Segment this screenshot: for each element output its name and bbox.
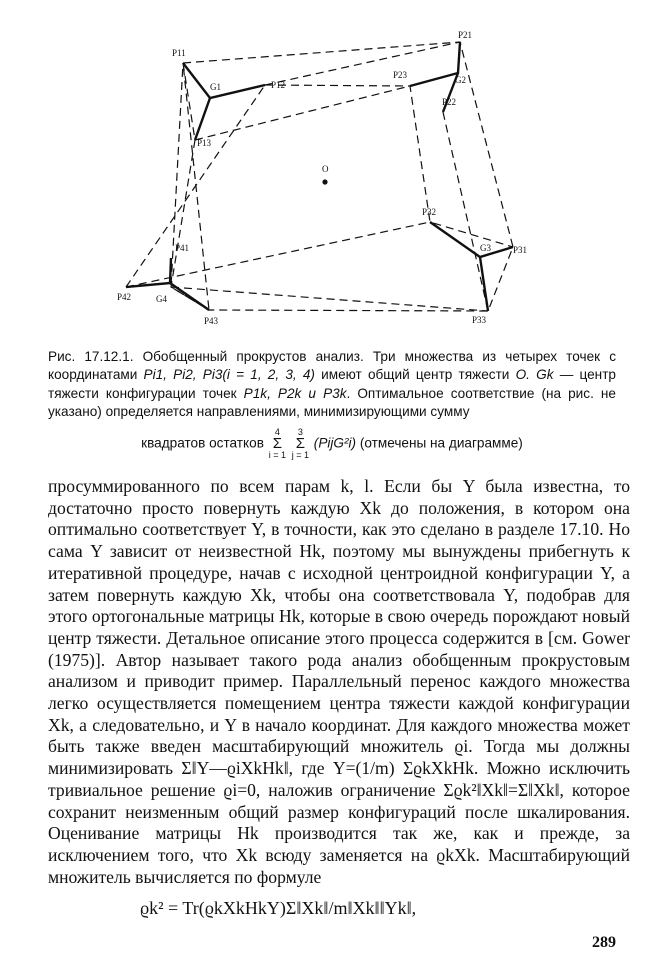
sum-i-bottom: i = 1 — [268, 449, 286, 460]
label-g3: G3 — [480, 243, 491, 253]
caption-coords: Pi1, Pi2, Pi3(i = 1, 2, 3, 4) — [143, 367, 315, 383]
label-g4: G4 — [156, 294, 167, 304]
solid-g1-b — [195, 98, 210, 140]
caption-last-suffix: (отмечены на диаграмме) — [359, 435, 523, 451]
caption-lead: Рис. 17.12.1. Обобщенный прокрустов анализ. Три множества из четырех точек с координатами — [48, 349, 616, 383]
center-point — [322, 179, 327, 184]
solid-g1-a — [183, 63, 265, 98]
sum-j-bottom: j = 1 — [291, 449, 310, 460]
label-g1: G1 — [210, 82, 221, 92]
dashed-link-3 — [126, 222, 430, 287]
caption-points: P1k, P2k и P3k — [243, 385, 347, 401]
caption-formula-line — [48, 428, 616, 460]
sum-i-top: 4 — [274, 426, 280, 437]
procrustes-figure — [100, 18, 560, 336]
page-number: 289 — [592, 934, 616, 951]
label-p21: P21 — [458, 30, 473, 40]
dashed-link-5 — [171, 287, 488, 311]
label-p11: P11 — [172, 48, 186, 58]
caption-rest: — центр тяжести конфигурации точек — [48, 367, 616, 401]
dashed-outline-2 — [265, 85, 513, 247]
solid-g3-b — [480, 257, 488, 311]
dashed-link-4 — [126, 85, 265, 287]
figure-caption — [48, 348, 616, 460]
caption-tail: . Оптимальное соответствие (на рис. не указано) определяется направлениями, минимизирующими сумму — [48, 385, 616, 420]
sigma-icon: Σ — [295, 434, 306, 452]
label-p33: P33 — [472, 315, 487, 325]
sigma-icon: Σ — [272, 434, 282, 452]
label-p41: P41 — [175, 243, 190, 253]
dashed-link-6 — [443, 112, 488, 311]
label-p31: P31 — [513, 245, 528, 255]
dashed-link-1 — [265, 42, 460, 85]
label-p32: P32 — [422, 207, 437, 217]
caption-mid: имеют общий центр тяжести — [314, 367, 516, 383]
body-paragraph: просуммированного по всем парам k, l. Если бы Y была известна, то достаточно просто повернуть каждую Xk до положения, в котором она оптимально соответствует Y, в точности, как это сделано в разделе 17.10. Но сама Y зависит от неизвестной Hk, поэтому мы вынуждены прибегнуть к итеративной процедуре, начав с исходной центроидной конфигурации Y, а затем повернуть каждую Xk, чтобы она соответствовала Y, подобрав для этого ортогональные матрицы Hk, которые в свою очередь порождают новый центр тяжести. Детальное описание этого процесса содержится в [см. Gower (1975)]. Автор называет такого рода анализ обобщенным прокрустовым анализом и приводит пример. Параллельный перенос каждого множества легко осуществляется помещением центра тяжести каждой конфигурации Xk, а следовательно, и Y в начало координат. Для каждого множества может быть также введен масштабирующий множитель ϱi. Тогда мы должны минимизировать Σ‖Y—ϱiXkHk‖, где Y=(1/m) ΣϱkXkHk. Можно исключить тривиальное решение ϱi=0, наложив ограничение Σϱk²‖Xk‖=Σ‖Xk‖, которое сохранит неизменным общий размер конфигураций после шкалирования. Оценивание матрицы Hk производится так же, как и прежде, за исключением того, что Xk всюду заменяется на ϱkXk. Масштабирующий множитель вычисляется по формуле — [48, 476, 630, 887]
sum-j-top: 3 — [297, 426, 303, 437]
label-p22: P22 — [442, 97, 457, 107]
caption-centroid: O. Gk — [515, 367, 554, 383]
body-text — [48, 476, 630, 888]
label-p43: P43 — [204, 316, 219, 326]
label-center: O — [322, 164, 329, 174]
solid-g4-a — [126, 283, 209, 310]
solid-g4-b — [170, 258, 171, 283]
label-p23: P23 — [393, 70, 408, 80]
label-p42: P42 — [117, 292, 132, 302]
caption-sum-expr: (PijG²i) — [313, 435, 357, 451]
caption-last-prefix: квадратов остатков — [141, 435, 264, 451]
label-p13: P13 — [197, 138, 212, 148]
formula: ϱk² = Tr(ϱkXkHkY)Σ‖Xk‖/m‖Xk‖‖Yk‖, — [140, 898, 417, 918]
label-g2: G2 — [455, 75, 466, 85]
sum-i — [269, 428, 286, 460]
solid-g2-a — [410, 42, 460, 86]
label-p12: P12 — [271, 80, 286, 90]
sum-j — [292, 428, 309, 460]
